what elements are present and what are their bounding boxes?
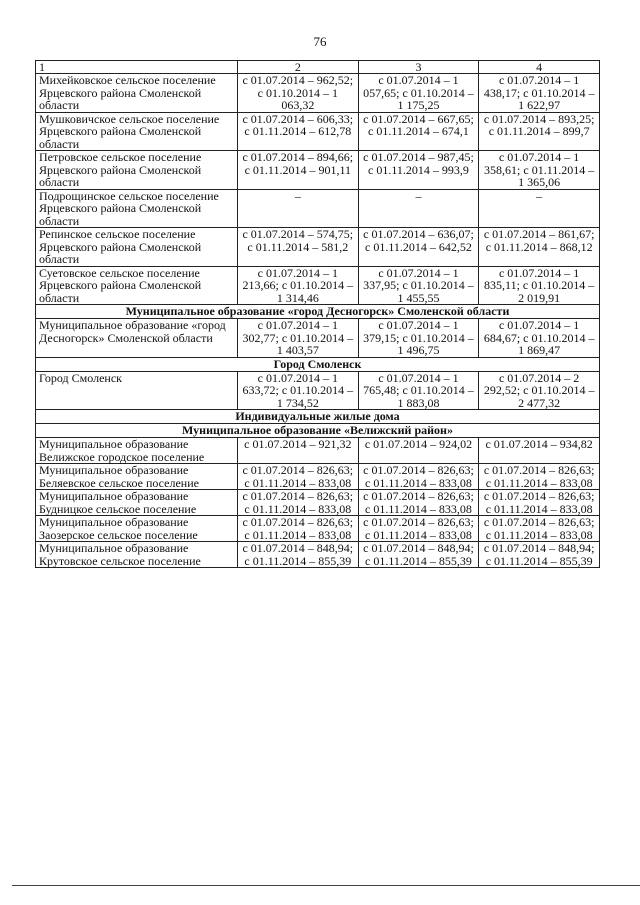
tariff-col-4-cell: с 01.07.2014 – 1 358,61; с 01.11.2014 – 1 365,06 [479,151,600,190]
municipality-cell: Петровское сельское поселение Ярцевского района Смоленской области [36,151,238,190]
tariff-col-3-cell: с 01.07.2014 – 667,65; с 01.11.2014 – 674,1 [358,112,479,151]
page-number: 76 [313,34,327,49]
section-header-row [36,305,600,319]
tariff-col-3-cell: с 01.07.2014 – 826,63; с 01.11.2014 – 833,08 [358,490,479,516]
table-row [36,266,600,305]
table-row [36,228,600,267]
municipality-cell: Суетовское сельское поселение Ярцевского района Смоленской области [36,266,238,305]
tariff-col-4-cell: с 01.07.2014 – 1 438,17; с 01.10.2014 – 1 622,97 [479,74,600,113]
tariff-col-4-cell: с 01.07.2014 – 1 684,67; с 01.10.2014 – 1 869,47 [479,319,600,358]
tariff-col-4-cell: – [479,189,600,228]
tariff-col-2-cell: с 01.07.2014 – 1 633,72; с 01.10.2014 – 1 734,52 [238,371,359,410]
tariff-col-2-cell: с 01.07.2014 – 826,63; с 01.11.2014 – 833,08 [238,490,359,516]
tariff-col-2-cell: с 01.07.2014 – 574,75; с 01.11.2014 – 581,2 [238,228,359,267]
tariff-col-2-cell: с 01.07.2014 – 1 302,77; с 01.10.2014 – 1 403,57 [238,319,359,358]
tariff-col-2-cell: с 01.07.2014 – 894,66; с 01.11.2014 – 901,11 [238,151,359,190]
header-col-3: 3 [358,61,479,74]
tariff-col-4-cell: с 01.07.2014 – 2 292,52; с 01.10.2014 – 2 477,32 [479,371,600,410]
tariff-col-4-cell: с 01.07.2014 – 1 835,11; с 01.10.2014 – 2 019,91 [479,266,600,305]
table-header-row [36,61,600,74]
tariff-col-4-cell: с 01.07.2014 – 826,63; с 01.11.2014 – 833,08 [479,490,600,516]
tariff-col-2-cell: с 01.07.2014 – 826,63; с 01.11.2014 – 833,08 [238,516,359,542]
table-row [36,464,600,490]
municipality-cell: Муниципальное образование Велижское городское поселение [36,438,238,464]
section-header-row [36,424,600,438]
tariff-col-3-cell: с 01.07.2014 – 1 765,48; с 01.10.2014 – 1 883,08 [358,371,479,410]
municipality-cell: Муниципальное образование Заозерское сельское поселение [36,516,238,542]
tariff-col-4-cell: с 01.07.2014 – 861,67; с 01.11.2014 – 868,12 [479,228,600,267]
table-row [36,151,600,190]
tariff-col-3-cell: с 01.07.2014 – 1 057,65; с 01.10.2014 – 1 175,25 [358,74,479,113]
municipality-cell: Муниципальное образование Крутовское сельское поселение [36,542,238,568]
section-header-row [36,357,600,371]
municipality-cell: Муниципальное образование Будницкое сельское поселение [36,490,238,516]
section-title: Город Смоленск [36,357,600,371]
tariff-col-2-cell: с 01.07.2014 – 848,94; с 01.11.2014 – 855,39 [238,542,359,568]
tariff-col-3-cell: с 01.07.2014 – 1 337,95; с 01.10.2014 – 1 455,55 [358,266,479,305]
tariff-col-2-cell: – [238,189,359,228]
municipality-cell: Муниципальное образование «город Десногорск» Смоленской области [36,319,238,358]
municipality-cell: Муниципальное образование Беляевское сельское поселение [36,464,238,490]
header-col-2: 2 [238,61,359,74]
tariff-col-2-cell: с 01.07.2014 – 962,52; с 01.10.2014 – 1 063,32 [238,74,359,113]
tariff-col-3-cell: с 01.07.2014 – 636,07; с 01.11.2014 – 642,52 [358,228,479,267]
table-row [36,542,600,568]
table-row [36,438,600,464]
tariff-col-2-cell: с 01.07.2014 – 921,32 [238,438,359,464]
table-row [36,490,600,516]
municipality-cell: Подрощинское сельское поселение Ярцевского района Смоленской области [36,189,238,228]
tariff-col-2-cell: с 01.07.2014 – 1 213,66; с 01.10.2014 – 1 314,46 [238,266,359,305]
municipality-cell: Репинское сельское поселение Ярцевского района Смоленской области [36,228,238,267]
tariff-col-4-cell: с 01.07.2014 – 893,25; с 01.11.2014 – 899,7 [479,112,600,151]
table-row [36,74,600,113]
section-title: Муниципальное образование «город Десногорск» Смоленской области [36,305,600,319]
municipality-cell: Город Смоленск [36,371,238,410]
table-row [36,112,600,151]
section-title: Муниципальное образование «Велижский район» [36,424,600,438]
tariff-col-3-cell: – [358,189,479,228]
tariff-col-3-cell: с 01.07.2014 – 987,45; с 01.11.2014 – 993,9 [358,151,479,190]
tariff-col-2-cell: с 01.07.2014 – 826,63; с 01.11.2014 – 833,08 [238,464,359,490]
bottom-rule [12,885,640,886]
header-col-1: 1 [36,61,238,74]
header-col-4: 4 [479,61,600,74]
tariff-col-3-cell: с 01.07.2014 – 826,63; с 01.11.2014 – 833,08 [358,516,479,542]
tariff-col-3-cell: с 01.07.2014 – 1 379,15; с 01.10.2014 – 1 496,75 [358,319,479,358]
tariff-col-4-cell: с 01.07.2014 – 848,94; с 01.11.2014 – 855,39 [479,542,600,568]
section-header-row [36,410,600,424]
tariff-col-4-cell: с 01.07.2014 – 934,82 [479,438,600,464]
table-row [36,371,600,410]
municipality-cell: Михейковское сельское поселение Ярцевского района Смоленской области [36,74,238,113]
tariff-col-3-cell: с 01.07.2014 – 924,02 [358,438,479,464]
tariff-col-3-cell: с 01.07.2014 – 826,63; с 01.11.2014 – 833,08 [358,464,479,490]
table-row [36,189,600,228]
municipality-cell: Мушковичское сельское поселение Ярцевского района Смоленской области [36,112,238,151]
tariff-col-4-cell: с 01.07.2014 – 826,63; с 01.11.2014 – 833,08 [479,516,600,542]
table-row [36,319,600,358]
tariff-col-4-cell: с 01.07.2014 – 826,63; с 01.11.2014 – 833,08 [479,464,600,490]
tariff-col-3-cell: с 01.07.2014 – 848,94; с 01.11.2014 – 855,39 [358,542,479,568]
tariff-col-2-cell: с 01.07.2014 – 606,33; с 01.11.2014 – 612,78 [238,112,359,151]
section-title: Индивидуальные жилые дома [36,410,600,424]
table-row [36,516,600,542]
tariff-table [35,60,600,568]
